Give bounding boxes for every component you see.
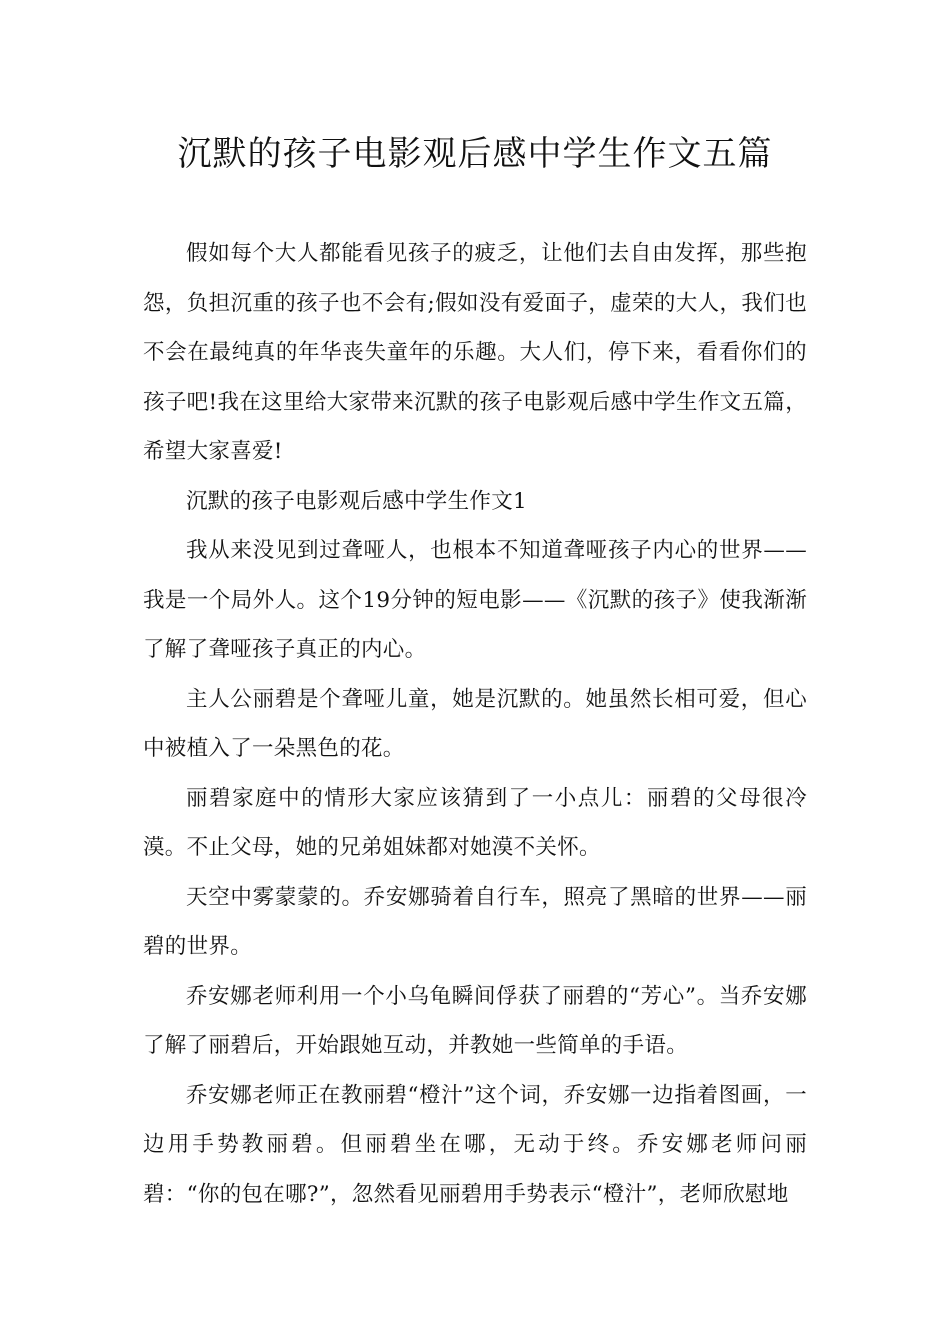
paragraph: 主人公丽碧是个聋哑儿童，她是沉默的。她虽然长相可爱，但心中被植入了一朵黑色的花。	[143, 686, 807, 761]
paragraph: 乔安娜老师正在教丽碧“橙汁”这个词，乔安娜一边指着图画，一边用手势教丽碧。但丽碧坐在哪，无动于终。乔安娜老师问丽碧：“你的包在哪?”，忽然看见丽碧用手势表示“橙汁”，老师欣慰地	[143, 1082, 807, 1207]
paragraph: 乔安娜老师利用一个小乌龟瞬间俘获了丽碧的“芳心”。当乔安娜了解了丽碧后，开始跟她互动，并教她一些简单的手语。	[143, 983, 807, 1058]
paragraph-intro: 假如每个大人都能看见孩子的疲乏，让他们去自由发挥，那些抱怨，负担沉重的孩子也不会有;假如没有爱面子，虚荣的大人，我们也不会在最纯真的年华丧失童年的乐趣。大人们，停下来，看看你们的孩子吧!我在这里给大家带来沉默的孩子电影观后感中学生作文五篇，希望大家喜爱!	[143, 241, 807, 464]
paragraph: 丽碧家庭中的情形大家应该猜到了一小点儿：丽碧的父母很冷漠。不止父母，她的兄弟姐妹都对她漠不关怀。	[143, 785, 807, 860]
section-heading-essay-1: 沉默的孩子电影观后感中学生作文1	[186, 488, 527, 514]
document-title: 沉默的孩子电影观后感中学生作文五篇	[177, 134, 773, 174]
document-body	[143, 229, 807, 1219]
paragraph: 天空中雾蒙蒙的。乔安娜骑着自行车，照亮了黑暗的世界——丽碧的世界。	[143, 884, 807, 959]
paragraph: 我从来没见到过聋哑人，也根本不知道聋哑孩子内心的世界——我是一个局外人。这个19分钟的短电影——《沉默的孩子》使我渐渐了解了聋哑孩子真正的内心。	[143, 538, 807, 662]
